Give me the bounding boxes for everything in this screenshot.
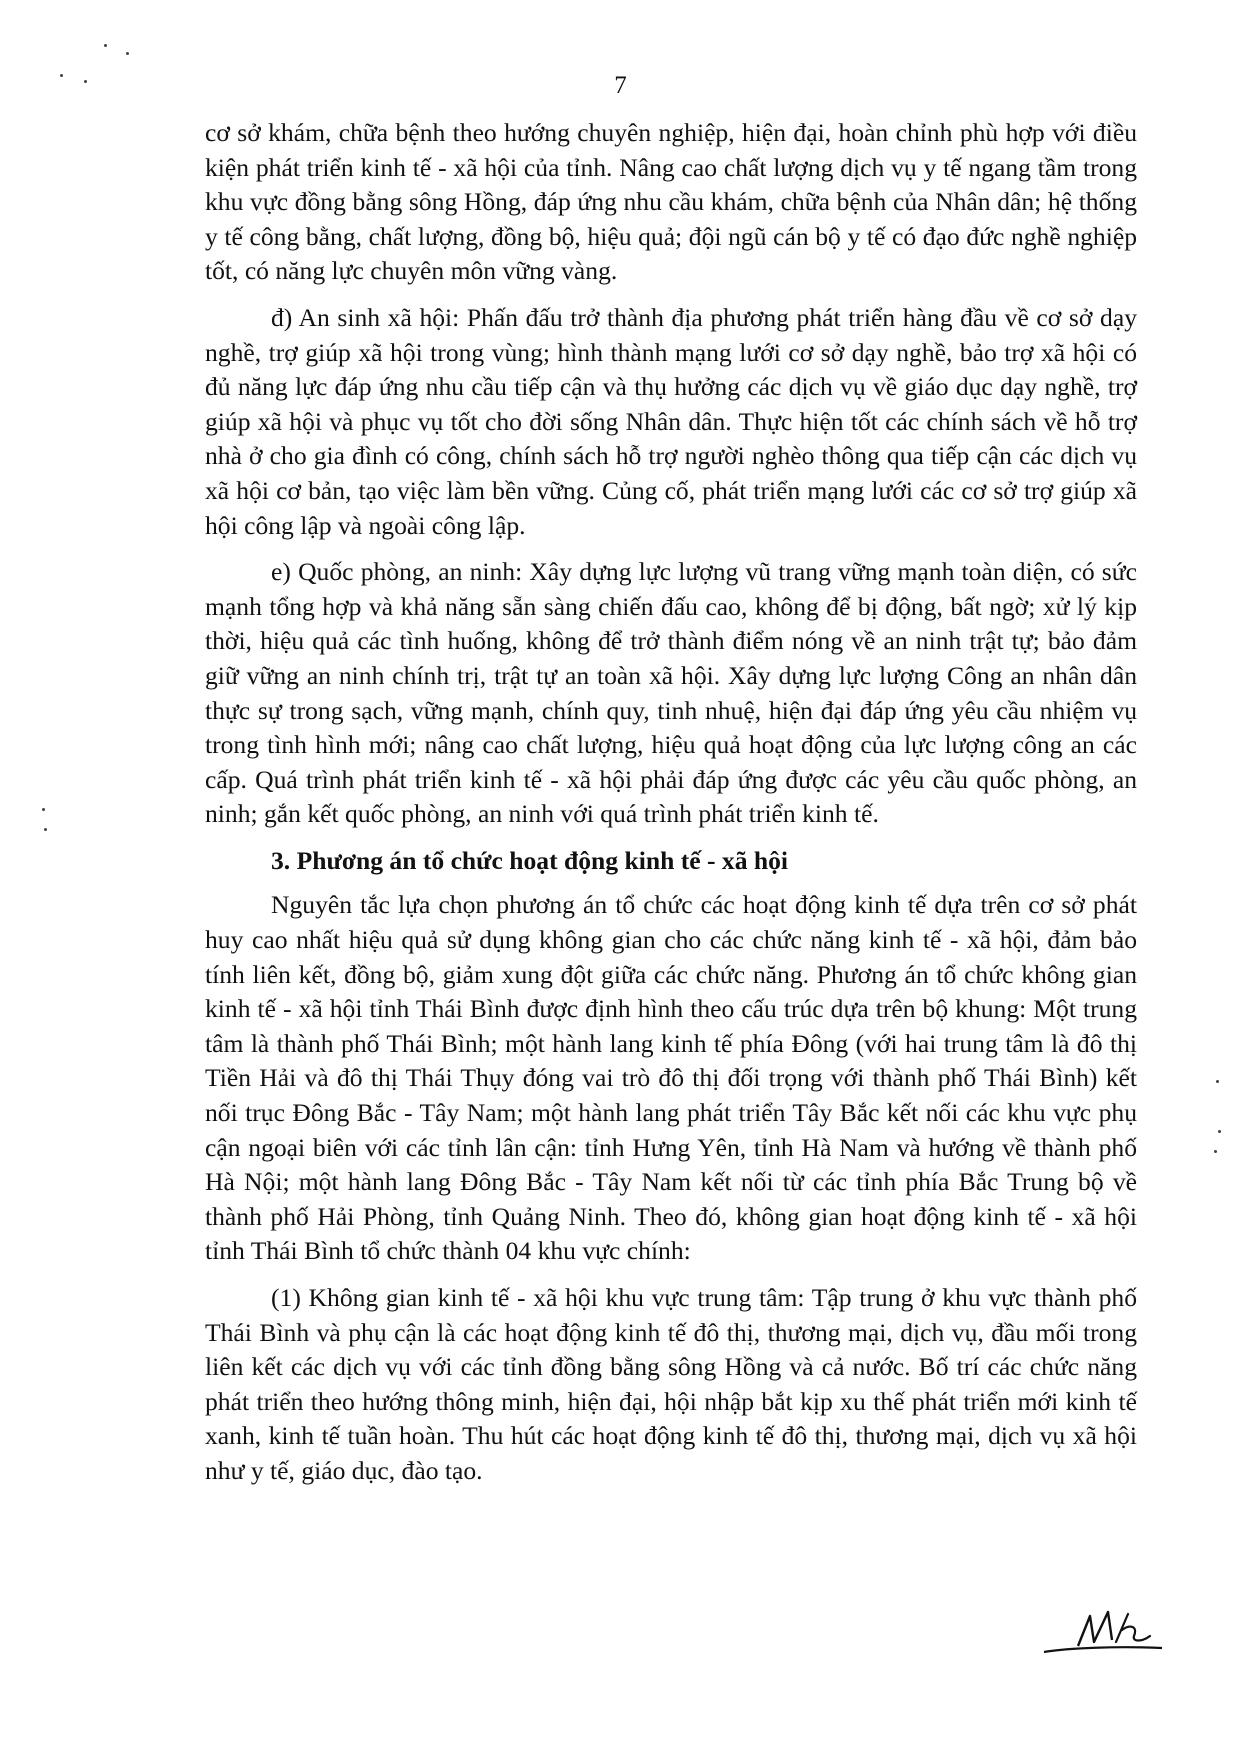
scan-speck <box>104 44 107 47</box>
page-number: 7 <box>614 72 627 99</box>
paragraph-health: cơ sở khám, chữa bệnh theo hướng chuyên nghiệp, hiện đại, hoàn chỉnh phù hợp với điều kiện phát triển kinh tế - xã hội của tỉnh. Nâng cao chất lượng dịch vụ y tế ngang tầm trong khu vực đồng bằng sông Hồng, đáp ứng nhu cầu khám, chữa bệnh của Nhân dân; hệ thống y tế công bằng, chất lượng, đồng bộ, hiệu quả; đội ngũ cán bộ y tế có đạo đức nghề nghiệp tốt, có năng lực chuyên môn vững vàng. <box>205 118 1137 286</box>
scan-speck <box>1216 1080 1219 1083</box>
document-body <box>205 116 1137 1501</box>
paragraph-organization-principles: Nguyên tắc lựa chọn phương án tổ chức các hoạt động kinh tế dựa trên cơ sở phát huy cao nhất hiệu quả sử dụng không gian cho các chức năng kinh tế - xã hội, đảm bảo tính liên kết, đồng bộ, giảm xung đột giữa các chức năng. Phương án tổ chức không gian kinh tế - xã hội tỉnh Thái Bình được định hình theo cấu trúc dựa trên bộ khung: Một trung tâm là thành phố Thái Bình; một hành lang kinh tế phía Đông (với hai trung tâm là đô thị Tiền Hải và đô thị Thái Thụy đóng vai trò đô thị đối trọng với thành phố Thái Bình) kết nối trục Đông Bắc - Tây Nam; một hành lang phát triển Tây Bắc kết nối các khu vực phụ cận ngoại biên với các tỉnh lân cận: tỉnh Hưng Yên, tỉnh Hà Nam và hướng về thành phố Hà Nội; một hành lang Đông Bắc - Tây Nam kết nối từ các tỉnh phía Bắc Trung bộ về thành phố Hải Phòng, tỉnh Quảng Ninh. Theo đó, không gian hoạt động kinh tế - xã hội tỉnh Thái Bình tổ chức thành 04 khu vực chính: <box>205 890 1137 1266</box>
paragraph-central-area: (1) Không gian kinh tế - xã hội khu vực trung tâm: Tập trung ở khu vực thành phố Thái Bình và phụ cận là các hoạt động kinh tế đô thị, thương mại, dịch vụ, đầu mối trong liên kết các dịch vụ với các tỉnh đồng bằng sông Hồng và cả nước. Bố trí các chức năng phát triển theo hướng thông minh, hiện đại, hội nhập bắt kịp xu thế phát triển mới kinh tế xanh, kinh tế tuần hoàn. Thu hút các hoạt động kinh tế đô thị, thương mại, dịch vụ xã hội như y tế, giáo dục, đào tạo. <box>205 1283 1137 1485</box>
section-heading: 3. Phương án tổ chức hoạt động kinh tế - xã hội <box>271 845 789 875</box>
scan-speck <box>1218 1130 1221 1133</box>
scan-speck <box>60 74 63 77</box>
scan-speck <box>126 52 129 55</box>
paragraph-defense-security: e) Quốc phòng, an ninh: Xây dựng lực lượng vũ trang vững mạnh toàn diện, có sức mạnh tổng hợp và khả năng sẵn sàng chiến đấu cao, không để bị động, bất ngờ; xử lý kịp thời, hiệu quả các tình huống, không để trở thành điểm nóng về an ninh trật tự; bảo đảm giữ vững an ninh chính trị, trật tự an toàn xã hội. Xây dựng lực lượng Công an nhân dân thực sự trong sạch, vững mạnh, chính quy, tinh nhuệ, hiện đại đáp ứng yêu cầu nhiệm vụ trong tình hình mới; nâng cao chất lượng, hiệu quả hoạt động của lực lượng công an các cấp. Quá trình phát triển kinh tế - xã hội phải đáp ứng được các yêu cầu quốc phòng, an ninh; gắn kết quốc phòng, an ninh với quá trình phát triển kinh tế. <box>205 557 1137 829</box>
scan-speck <box>44 828 47 831</box>
scan-speck <box>1214 1150 1217 1153</box>
signature-initials-icon <box>1038 1602 1168 1662</box>
paragraph-social-security: đ) An sinh xã hội: Phấn đấu trở thành địa phương phát triển hàng đầu về cơ sở dạy nghề, trợ giúp xã hội trong vùng; hình thành mạng lưới cơ sở dạy nghề, bảo trợ xã hội có đủ năng lực đáp ứng nhu cầu tiếp cận và thụ hưởng các dịch vụ về giáo dục dạy nghề, trợ giúp xã hội và phục vụ tốt cho đời sống Nhân dân. Thực hiện tốt các chính sách về hỗ trợ nhà ở cho gia đình có công, chính sách hỗ trợ người nghèo thông qua tiếp cận các dịch vụ xã hội cơ bản, tạo việc làm bền vững. Củng cố, phát triển mạng lưới các cơ sở trợ giúp xã hội công lập và ngoài công lập. <box>205 302 1137 540</box>
scan-speck <box>84 80 87 83</box>
scan-speck <box>42 808 45 811</box>
